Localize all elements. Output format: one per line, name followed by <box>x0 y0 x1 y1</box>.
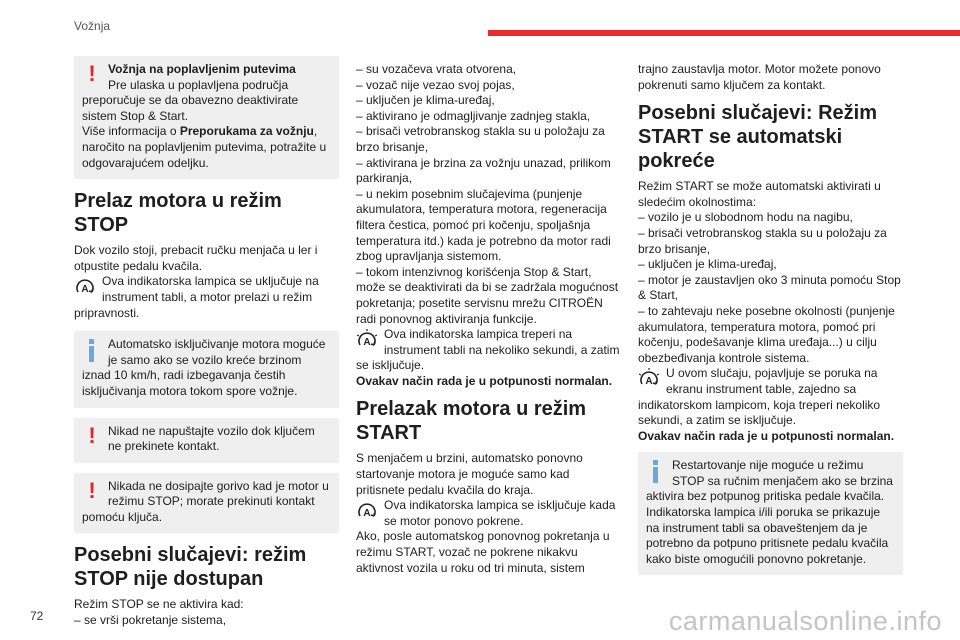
header-accent-bar <box>488 30 960 36</box>
stop-start-a-flashing-icon <box>356 329 378 351</box>
list-item: – uključen je klima-uređaj, <box>638 257 777 272</box>
paragraph: trajno zaustavlja motor. Motor možete ponovo pokrenuti samo ključem za kontakt. <box>638 62 881 92</box>
svg-text:A: A <box>363 337 371 349</box>
watermark: carmanualsonline.info <box>668 606 942 636</box>
paragraph: S menjačem u brzini, automatsko ponovno startovanje motora je moguće samo kad pritisnete pedalu kvačila do kraja. <box>356 451 583 497</box>
list-item: – brisači vetrobranskog stakla su u položaju za brzo brisanje, <box>638 225 887 256</box>
svg-text:A: A <box>363 508 371 520</box>
stop-start-a-icon <box>74 276 96 298</box>
list-item: – aktivirano je odmagljivanje zadnjeg stakla, <box>356 108 591 123</box>
box-text: Nikada ne dosipajte gorivo kad je motor u režimu STOP; morate prekinuti kontakt pomoću ključa. <box>82 478 329 524</box>
list-item: – aktivirana je brzina za vožnju unazad, prilikom parkiranja, <box>356 155 611 186</box>
list-item: – su vozačeva vrata otvorena, <box>356 62 517 76</box>
heading-stop-unavailable: Posebni slučajevi: režim STOP nije dostupan <box>74 544 307 591</box>
warning-box-leave-vehicle <box>74 418 339 463</box>
svg-text:A: A <box>645 376 653 388</box>
box-text: Indikatorska lampica i/ili poruka se prikazuje na instrument tabli sa obaveštenjem da je potrebno da potpuno pritisnete pedalu kvačila kako biste omogućili ponovno pokretanje. <box>646 505 889 566</box>
list-item: – uključen je klima-uređaj, <box>356 93 495 108</box>
paragraph: Režim START se može automatski aktivirati u sledećim okolnostima: <box>638 179 881 209</box>
box-text: Pre ulaska u poplavljena područja preporučuje se da obavezno deaktivirate sistem Stop & Start. <box>82 77 299 123</box>
paragraph: Ako, posle automatskog ponovnog pokretanja u režimu START, vozač ne pokrene nikakvu aktivnost vozila u roku od tri minuta, sistem <box>356 529 610 575</box>
info-box-restart <box>638 452 903 575</box>
column-1 <box>74 56 339 629</box>
column-2 <box>356 62 621 576</box>
paragraph: Dok vozilo stoji, prebacit ručku menjača u ler i otpustite pedalu kvačila. <box>74 243 318 273</box>
stop-start-a-icon <box>356 500 378 522</box>
box-text: Nikad ne napuštajte vozilo dok ključem ne prekinete kontakt. <box>108 423 315 454</box>
heading-auto-start: Posebni slučajevi: Režim START se automatski pokreće <box>638 102 877 173</box>
stop-start-a-flashing-icon <box>638 368 660 390</box>
column-3 <box>638 62 903 585</box>
paragraph: Ova indikatorska lampica se isključuje kada se motor ponovo pokrene. <box>384 498 616 528</box>
heading-stop-mode: Prelaz motora u režim STOP <box>74 190 282 237</box>
list-item: – se vrši pokretanje sistema, <box>74 613 227 628</box>
box-text: Automatsko isključivanje motora moguće je samo ako se vozilo kreće brzinom iznad 10 km/h, radi izbegavanja čestih isključivanja motora tokom spore vožnje. <box>82 337 326 398</box>
list-item: – brisači vetrobranskog stakla su u položaju za brzo brisanje, <box>356 124 605 154</box>
info-box-auto-stop <box>74 331 339 407</box>
paragraph: Ova indikatorska lampica treperi na instrument tabli na nekoliko sekundi, a zatim se isključuje. <box>356 327 620 373</box>
note-normal: Ovakav način rada je u potpunosti normalan. <box>356 373 613 388</box>
svg-text:A: A <box>81 284 89 296</box>
box-text-more: Više informacija o Preporukama za vožnju, naročito na poplavljenim putevima, potražite u odgovarajućem odeljku. <box>82 124 327 170</box>
paragraph: Režim STOP se ne aktivira kad: <box>74 597 244 612</box>
list-item: – tokom intenzivnog korišćenja Stop & Start, može se deaktivirati da bi se zadržala mogućnost pokretanja; posetite servisnu mrežu CITROËN radi ponovnog aktiviranja funkcije. <box>356 264 619 326</box>
paragraph: Ova indikatorska lampica se uključuje na instrument tabli, a motor prelazi u režim pripravnosti. <box>74 274 319 320</box>
exclamation-icon: ! <box>88 61 96 86</box>
reference-link: Preporukama za vožnju <box>179 124 314 139</box>
info-icon <box>82 337 102 365</box>
section-header: Vožnja <box>74 19 111 33</box>
list-item: – motor je zaustavljen oko 3 minuta pomoću Stop & Start, <box>638 272 901 303</box>
list-item: – u nekim posebnim slučajevima (punjenje akumulatora, temperatura motora, regeneracija filtera čestica, pomoć pri kočenju, spoljašnja temperatura itd.) kada je potrebno da motor radi zbog upravljanja sistemom. <box>356 186 611 264</box>
note-normal: Ovakav način rada je u potpunosti normalan. <box>638 428 895 443</box>
list-item: – to zahtevaju neke posebne okolnosti (punjenje akumulatora, temperatura motora, pomoć pri kočenju, podešavanje klima uređaja...) u cilju obezbeđivanja kontrole sistema. <box>638 303 895 365</box>
page-number: 72 <box>30 609 44 623</box>
box-text: Restartovanje nije moguće u režimu STOP sa ručnim menjačem ako se brzina aktivira bez potpunog pritiska pedale kvačila. <box>646 458 893 504</box>
paragraph: U ovom slučaju, pojavljuje se poruka na ekranu instrument table, zajedno sa indikatorskom lampicom, koja treperi nekoliko sekundi, a zatim se isključuje. <box>638 366 881 428</box>
list-item: – vozilo je u slobodnom hodu na nagibu, <box>638 210 853 225</box>
list-item: – vozač nije vezao svoj pojas, <box>356 77 515 92</box>
heading-start-mode: Prelazak motora u režim START <box>356 398 587 445</box>
warning-box-refuel <box>74 473 339 534</box>
info-icon <box>646 458 666 486</box>
warning-box-flooded-roads <box>74 56 339 179</box>
exclamation-icon: ! <box>88 422 96 448</box>
box-title: Vožnja na poplavljenim putevima <box>108 62 296 76</box>
exclamation-icon: ! <box>88 477 96 503</box>
